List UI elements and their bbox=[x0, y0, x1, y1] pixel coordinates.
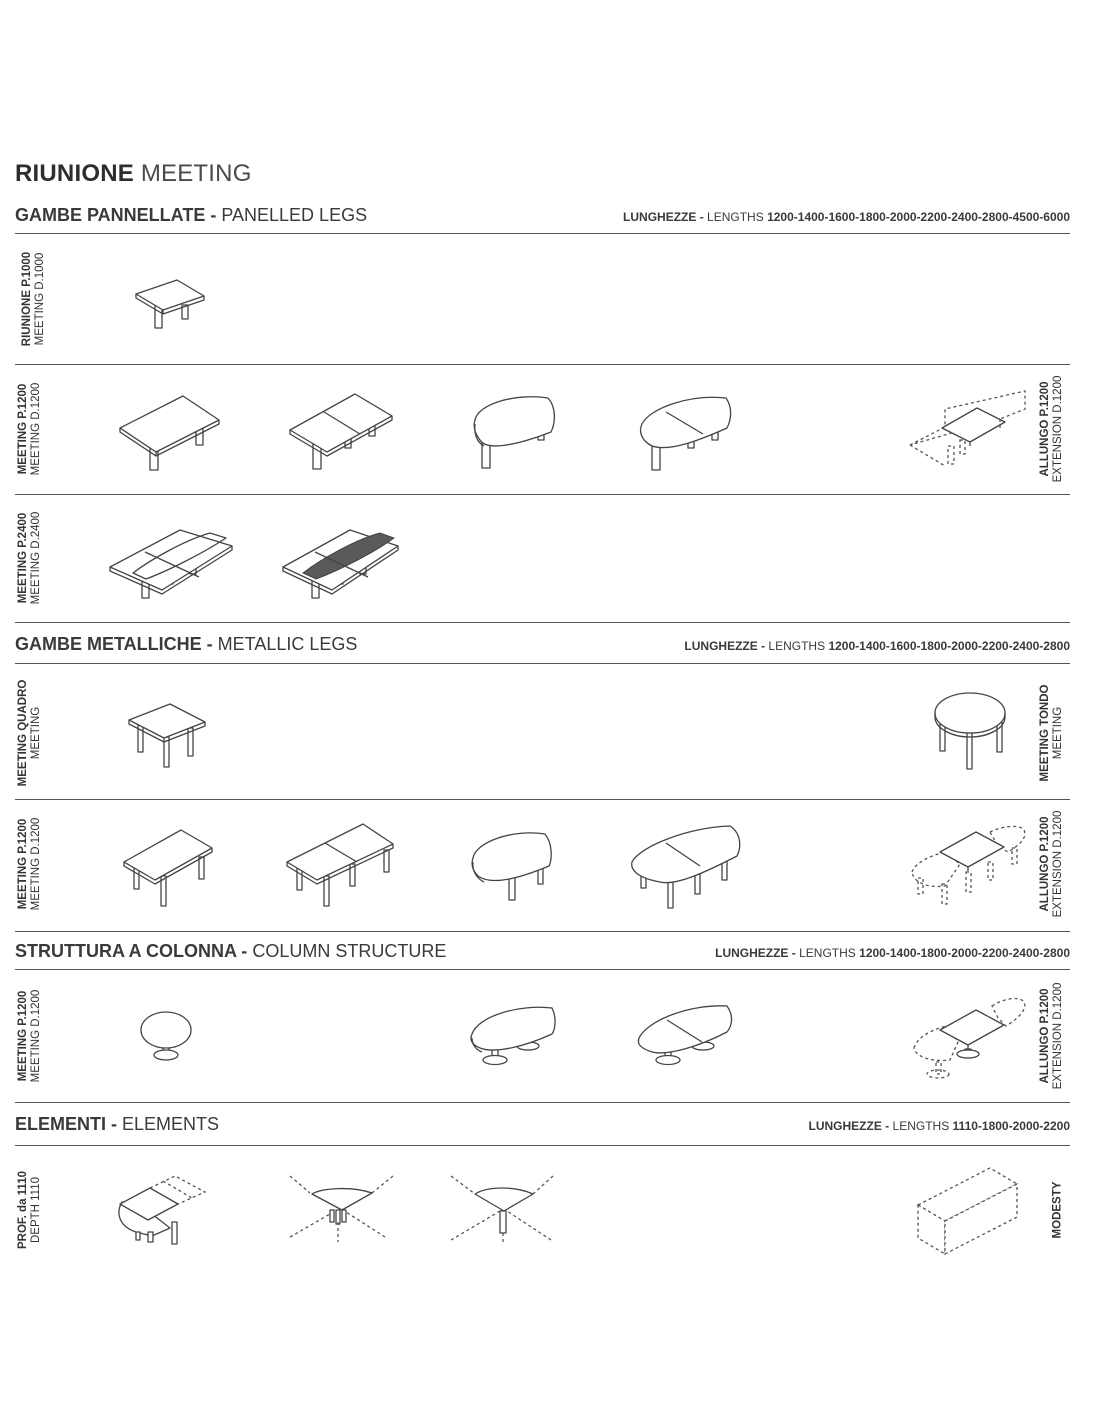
element-modesty-panel-icon bbox=[918, 1168, 1017, 1254]
row-label-line2: MEETING D.1200 bbox=[30, 989, 42, 1083]
table-large-boat-panelled-icon bbox=[110, 530, 232, 598]
section-label-bold: STRUTTURA A COLONNA - bbox=[15, 941, 248, 961]
lengths-label-bold: LUNGHEZZE - bbox=[715, 946, 796, 960]
row-label-line1: ALLUNGO P.1200 bbox=[1039, 988, 1051, 1084]
section-label-bold: GAMBE PANNELLATE - bbox=[15, 205, 217, 225]
extension-panelled-icon bbox=[910, 391, 1025, 466]
table-round-metallic-icon bbox=[935, 693, 1005, 769]
title-bold: RIUNIONE bbox=[15, 160, 134, 187]
row-label-line2: MEETING D.1000 bbox=[34, 252, 46, 346]
title-light: MEETING bbox=[140, 160, 252, 187]
section-label-light: PANELLED LEGS bbox=[221, 205, 368, 225]
row-label-line2: MEETING bbox=[1052, 706, 1064, 760]
section-label-light: ELEMENTS bbox=[122, 1114, 220, 1134]
row-label-line1: ALLUNGO P.1200 bbox=[1039, 381, 1051, 477]
table-round-column-icon bbox=[141, 1012, 191, 1060]
lengths-label-light: LENGTHS bbox=[768, 639, 826, 653]
table-barrel-metallic-icon bbox=[472, 833, 551, 900]
lengths-values: 1200-1400-1600-1800-2000-2200-2400-2800 bbox=[828, 639, 1070, 653]
row-label-line2: MEETING bbox=[30, 706, 42, 760]
table-rectangular-metallic-icon bbox=[124, 830, 212, 906]
lengths-values: 1110-1800-2000-2200 bbox=[952, 1119, 1070, 1133]
row-label-line1: MEETING P.1200 bbox=[17, 990, 29, 1082]
lengths-label-light: LENGTHS bbox=[799, 946, 856, 960]
row-label-line1: RIUNIONE P.1000 bbox=[21, 251, 33, 347]
table-barrel-panelled-icon bbox=[474, 397, 554, 468]
lengths-label-bold: LUNGHEZZE - bbox=[684, 639, 766, 653]
row-label-line1: MEETING P.1200 bbox=[17, 383, 29, 475]
table-square-panelled-icon bbox=[136, 280, 204, 328]
row-label-line2: EXTENSION D.1200 bbox=[1052, 810, 1064, 918]
lengths-label-light: LENGTHS bbox=[892, 1119, 950, 1133]
section-label-bold: ELEMENTI - bbox=[15, 1114, 117, 1134]
section-label-light: METALLIC LEGS bbox=[217, 634, 358, 654]
table-double-barrel-metallic-icon bbox=[632, 826, 740, 908]
row-label-line2: MEETING D.1200 bbox=[30, 382, 42, 476]
lengths-label-bold: LUNGHEZZE - bbox=[808, 1119, 890, 1133]
section-label-bold: GAMBE METALLICHE - bbox=[15, 634, 213, 654]
row-label-line2: DEPTH 1110 bbox=[30, 1176, 42, 1244]
table-double-barrel-panelled-icon bbox=[641, 397, 731, 470]
row-label-line1: MODESTY bbox=[1051, 1181, 1064, 1239]
table-rectangular-panelled-icon bbox=[120, 396, 219, 470]
lengths-label-light: LENGTHS bbox=[707, 210, 764, 224]
row-label-line2: EXTENSION D.1200 bbox=[1052, 982, 1064, 1090]
lengths-values: 1200-1400-1600-1800-2000-2200-2400-2800-4500-6000 bbox=[767, 210, 1070, 224]
row-label-line2: MEETING D.2400 bbox=[30, 511, 42, 605]
row-label-line1: MEETING P.2400 bbox=[17, 512, 29, 604]
row-label-line1: MEETING QUADRO bbox=[17, 679, 29, 787]
extension-metallic-icon bbox=[912, 826, 1025, 904]
table-double-barrel-column-icon bbox=[638, 1006, 731, 1065]
lengths-values: 1200-1400-1800-2000-2200-2400-2800 bbox=[859, 946, 1070, 960]
table-double-rectangular-metallic-icon bbox=[287, 824, 393, 906]
row-label-line1: PROF. da 1110 bbox=[17, 1171, 29, 1249]
row-label-line1: ALLUNGO P.1200 bbox=[1039, 816, 1051, 912]
table-barrel-column-icon bbox=[471, 1007, 555, 1064]
section-label-light: COLUMN STRUCTURE bbox=[252, 941, 447, 961]
row-label-line2: MEETING D.1200 bbox=[30, 817, 42, 911]
row-label-line1: MEETING TONDO bbox=[1039, 684, 1051, 782]
element-round-extension-icon bbox=[119, 1176, 205, 1244]
extension-column-icon bbox=[914, 999, 1025, 1078]
element-corner-connector-icon bbox=[290, 1176, 393, 1242]
table-large-boat-panelled-dark-insert-icon bbox=[283, 530, 398, 598]
table-square-metallic-icon bbox=[129, 704, 205, 767]
row-label-line1: MEETING P.1200 bbox=[17, 818, 29, 910]
lengths-label-bold: LUNGHEZZE - bbox=[623, 210, 704, 224]
row-label-line2: EXTENSION D.1200 bbox=[1052, 375, 1064, 483]
table-double-rectangular-panelled-icon bbox=[290, 394, 392, 469]
element-corner-connector-column-icon bbox=[451, 1176, 553, 1244]
